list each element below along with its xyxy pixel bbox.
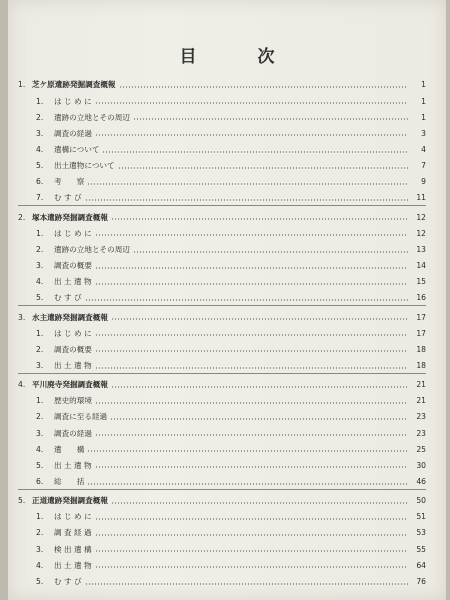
toc-section [18, 376, 426, 389]
section-number: 4. [18, 380, 26, 390]
toc-item [18, 340, 426, 353]
item-title: 出 土 遺 物 [54, 560, 92, 570]
section-divider [18, 305, 426, 306]
page-number: 55 [416, 544, 426, 554]
dot-leader [95, 466, 408, 468]
item-number: 1. [36, 512, 44, 522]
page-number: 18 [416, 344, 426, 354]
dot-leader [95, 402, 408, 404]
item-title: 調査の経過 [54, 128, 92, 138]
page-number: 46 [416, 477, 426, 486]
item-title: 遺 構 [54, 444, 85, 454]
toc-item [18, 224, 426, 237]
section-title: 芝ケ原遺跡発掘調査概報 [32, 80, 116, 90]
dot-leader [87, 183, 408, 185]
dot-leader [95, 334, 408, 336]
page-number: 15 [416, 277, 426, 287]
toc-item [18, 456, 426, 469]
item-title: 遺跡の立地とその周辺 [54, 244, 130, 254]
page-number: 21 [416, 380, 426, 390]
page-number: 9 [421, 177, 426, 187]
dot-leader [110, 418, 408, 420]
item-number: 5. [36, 161, 44, 171]
page-number: 14 [416, 261, 426, 271]
item-number: 2. [36, 412, 44, 422]
page-number: 17 [416, 312, 426, 322]
item-title: 考 察 [54, 177, 85, 187]
page-title: 目 次 [179, 47, 297, 67]
dot-leader [133, 118, 408, 120]
toc-item [18, 257, 426, 270]
section-title: 水主遺跡発掘調査概報 [32, 312, 108, 322]
dot-leader [87, 483, 408, 485]
toc-item [18, 392, 426, 405]
toc-section [18, 208, 426, 221]
item-title: は じ め に [54, 328, 92, 338]
page-number: 12 [416, 228, 426, 238]
dot-leader [85, 583, 408, 585]
dot-leader [95, 234, 408, 236]
toc-item [18, 573, 426, 586]
toc-section [18, 492, 426, 505]
page-number: 3 [421, 128, 426, 138]
page-number: 1 [421, 112, 426, 122]
item-title: 調査の経過 [54, 428, 92, 438]
section-number: 2. [18, 212, 26, 222]
dot-leader [118, 167, 408, 169]
item-number: 4. [36, 277, 44, 287]
dot-leader [111, 318, 408, 320]
item-number: 5. [36, 576, 44, 586]
item-number: 2. [36, 344, 44, 354]
toc-item [18, 357, 426, 370]
item-title: 調 査 経 過 [54, 528, 92, 538]
item-number: 2. [36, 528, 44, 538]
dot-leader [111, 218, 408, 220]
toc-item [18, 273, 426, 286]
item-title: 出土遺物について [54, 161, 115, 171]
dot-leader [111, 386, 408, 388]
page-number: 50 [416, 496, 426, 506]
item-title: 出 土 遺 物 [54, 277, 92, 287]
item-title: 出 土 遺 物 [54, 460, 92, 470]
dot-leader [95, 566, 408, 568]
toc-item [18, 157, 426, 170]
toc-item [18, 173, 426, 186]
item-number: 1. [36, 96, 44, 106]
item-number: 4. [36, 145, 44, 154]
toc-section [18, 308, 426, 321]
dot-leader [95, 102, 408, 104]
section-title: 塚本遺跡発掘調査概報 [32, 212, 108, 222]
toc-item [18, 124, 426, 137]
dot-leader [95, 350, 408, 352]
item-number: 3. [36, 261, 44, 271]
page-number: 23 [416, 428, 426, 438]
toc-section [18, 76, 426, 89]
dot-leader [133, 251, 408, 253]
toc-item [18, 524, 426, 537]
item-number: 2. [36, 112, 44, 122]
section-number: 5. [18, 496, 26, 506]
page-number: 17 [416, 328, 426, 338]
item-title: 遺跡の立地とその周辺 [54, 112, 130, 122]
dot-leader [95, 434, 408, 436]
section-divider [18, 205, 426, 206]
item-number: 1. [36, 228, 44, 238]
toc-item [18, 141, 426, 154]
page-number: 25 [416, 444, 426, 454]
dot-leader [95, 534, 408, 536]
item-number: 7. [36, 193, 44, 203]
page-number: 4 [421, 145, 426, 154]
toc-item [18, 508, 426, 521]
item-number: 3. [36, 128, 44, 138]
item-number: 4. [36, 444, 44, 454]
page-number: 7 [421, 161, 426, 171]
item-title: 歴史的環境 [54, 396, 92, 406]
page-number: 51 [416, 512, 426, 522]
item-number: 1. [36, 396, 44, 406]
item-title: む す び [54, 293, 82, 303]
item-number: 5. [36, 460, 44, 470]
toc-item [18, 289, 426, 302]
dot-leader [95, 518, 408, 520]
section-title: 平川廃寺発掘調査概報 [32, 380, 108, 390]
toc-item [18, 108, 426, 121]
toc-item [18, 440, 426, 453]
item-number: 4. [36, 560, 44, 570]
page-number: 76 [416, 576, 426, 586]
item-number: 2. [36, 244, 44, 254]
page-number: 1 [421, 96, 426, 106]
dot-leader [102, 151, 408, 153]
item-title: 調査の概要 [54, 344, 92, 354]
dot-leader [95, 134, 408, 136]
item-title: 出 土 遺 物 [54, 360, 92, 370]
item-number: 6. [36, 477, 44, 486]
page-number: 13 [416, 244, 426, 254]
toc-item [18, 408, 426, 421]
toc-item [18, 540, 426, 553]
item-title: 調査に至る経過 [54, 412, 108, 422]
page-number: 64 [416, 560, 426, 570]
toc-item [18, 556, 426, 569]
page-number: 16 [416, 293, 426, 303]
dot-leader [85, 199, 408, 201]
page-number: 53 [416, 528, 426, 538]
toc-item [18, 473, 426, 486]
book-page [8, 0, 446, 600]
page-number: 23 [416, 412, 426, 422]
item-number: 3. [36, 428, 44, 438]
section-number: 3. [18, 312, 26, 322]
toc-item [18, 324, 426, 337]
item-number: 3. [36, 360, 44, 370]
item-number: 1. [36, 328, 44, 338]
page-number: 11 [416, 193, 426, 203]
item-title: は じ め に [54, 96, 92, 106]
section-title: 正道遺跡発掘調査概報 [32, 496, 108, 506]
item-title: 総 括 [54, 477, 85, 486]
dot-leader [111, 502, 408, 504]
item-title: は じ め に [54, 228, 92, 238]
item-title: 検 出 遺 構 [54, 544, 92, 554]
page-number: 18 [416, 360, 426, 370]
item-title: む す び [54, 193, 82, 203]
page-number: 21 [416, 396, 426, 406]
item-number: 3. [36, 544, 44, 554]
toc-item [18, 92, 426, 105]
section-divider [18, 489, 426, 490]
dot-leader [95, 283, 408, 285]
item-title: 遺構について [54, 145, 100, 154]
section-divider [18, 373, 426, 374]
toc-item [18, 189, 426, 202]
item-title: 調査の概要 [54, 261, 92, 271]
toc-item [18, 241, 426, 254]
page-number: 30 [416, 460, 426, 470]
dot-leader [95, 550, 408, 552]
dot-leader [85, 299, 408, 301]
dot-leader [95, 267, 408, 269]
item-number: 6. [36, 177, 44, 187]
toc-item [18, 424, 426, 437]
section-number: 1. [18, 80, 26, 90]
page-number: 12 [416, 212, 426, 222]
item-title: む す び [54, 576, 82, 586]
dot-leader [95, 367, 408, 369]
item-title: は じ め に [54, 512, 92, 522]
dot-leader [87, 450, 408, 452]
dot-leader [119, 86, 408, 88]
item-number: 5. [36, 293, 44, 303]
page-number: 1 [421, 80, 426, 90]
